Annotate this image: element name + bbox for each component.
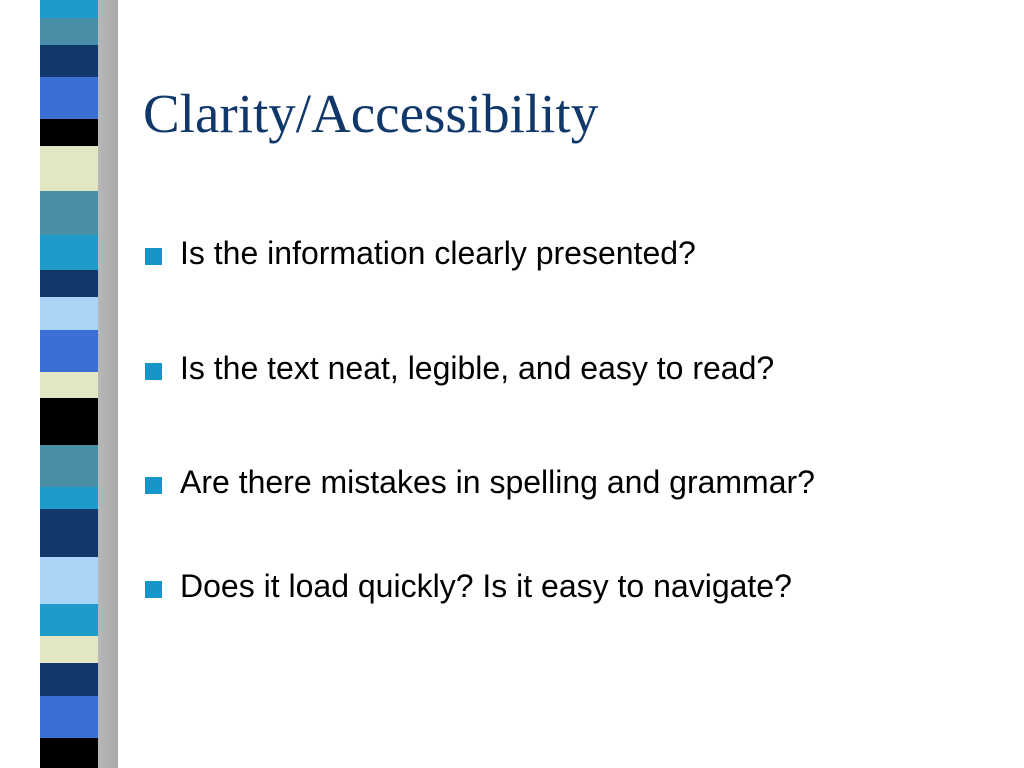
stripe-block	[40, 696, 98, 738]
stripe-block	[40, 0, 98, 18]
bullet-text: Is the text neat, legible, and easy to read?	[180, 350, 775, 386]
stripe-block	[40, 738, 98, 768]
stripe-block	[40, 663, 98, 696]
bullet-text: Is the information clearly presented?	[180, 235, 696, 271]
stripe-block	[40, 270, 98, 297]
square-bullet-icon	[145, 248, 162, 265]
square-bullet-icon	[145, 477, 162, 494]
stripe-block	[40, 18, 98, 45]
bullet-text: Does it load quickly? Is it easy to navigate?	[180, 568, 792, 604]
stripe-block	[40, 45, 98, 77]
stripe-block	[40, 509, 98, 557]
stripe-block	[40, 372, 98, 398]
decorative-stripe	[40, 0, 98, 768]
square-bullet-icon	[145, 363, 162, 380]
stripe-block	[40, 235, 98, 270]
stripe-block	[40, 445, 98, 487]
stripe-block	[40, 604, 98, 636]
slide-title: Clarity/Accessibility	[143, 83, 599, 144]
stripe-block	[40, 146, 98, 191]
stripe-block	[40, 487, 98, 509]
stripe-block	[40, 77, 98, 119]
stripe-block	[40, 557, 98, 604]
stripe-block	[40, 297, 98, 330]
stripe-block	[40, 636, 98, 663]
stripe-block	[40, 191, 98, 235]
square-bullet-icon	[145, 581, 162, 598]
stripe-block	[40, 398, 98, 445]
bullet-text: Are there mistakes in spelling and grammar?	[180, 464, 815, 500]
stripe-block	[40, 330, 98, 372]
stripe-block	[40, 119, 98, 146]
